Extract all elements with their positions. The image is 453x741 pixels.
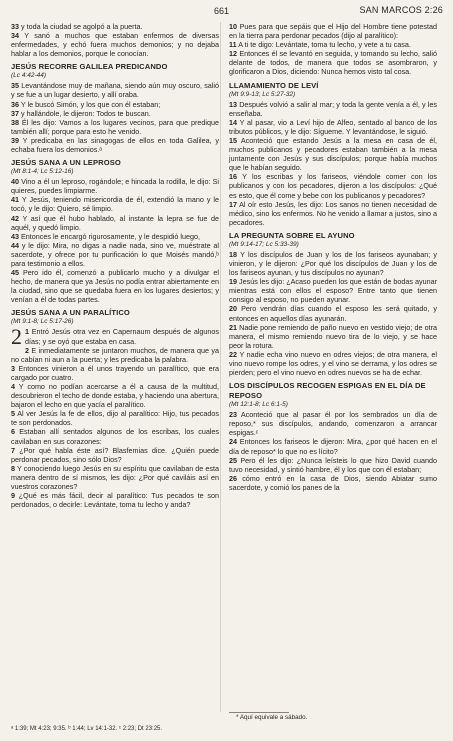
column-divider xyxy=(220,22,221,712)
verse xyxy=(11,81,219,99)
verse-text: E inmediatamente se juntaron muchos, de manera que ya no cabían ni aun a la puerta; y les predicaba la palabra. xyxy=(11,345,220,364)
verse-text: Entonces le encargó rigurosamente, y le despidió luego, xyxy=(21,231,200,241)
verse xyxy=(11,446,219,464)
verse-number: 36 xyxy=(11,99,19,109)
verse-text: Y le buscó Simón, y los que con él estaban; xyxy=(20,99,161,109)
verse-text: Entró Jesús otra vez en Capernaum después de algunos días; y se oyó que estaba en casa. xyxy=(25,327,219,346)
verse-text: Y como no podían acercarse a él a causa de la multitud, descubrieron el techo de donde estaba, y haciendo una abertura, bajaron el lecho en que yacía el paralítico. xyxy=(11,382,219,410)
parallel-reference: (Mt 8:1-4; Lc 5:12-16) xyxy=(11,168,74,176)
verse-number: 21 xyxy=(229,322,237,332)
verse xyxy=(11,177,219,195)
verse-number: 44 xyxy=(11,240,19,250)
verse xyxy=(229,323,437,350)
verse-text: ¿Qué es más fácil, decir al paralítico: Tus pecados te son perdonados, o decirle: Levántate, toma tu lecho y anda? xyxy=(11,491,219,510)
verse xyxy=(11,409,219,427)
verse-text: ¿Por qué habla éste así? Blasfemias dice. ¿Quién puede perdonar pecados, sino sólo Dios? xyxy=(11,445,219,464)
verse-text: Al oír esto Jesús, les dijo: Los sanos no tienen necesidad de médico, sino los enfermos. No he venido a llamar a justos, sino a pecadores. xyxy=(229,199,437,227)
verse-number: 23 xyxy=(229,410,237,420)
verse-text: Aconteció que al pasar él por los sembrados un día de reposo,* sus discípulos, andando, comenzaron a arrancar espigas.ᶜ xyxy=(229,410,437,438)
verse-number: 35 xyxy=(11,81,19,91)
verse-text: Pero ido él, comenzó a publicarlo mucho y a divulgar el hecho, de manera que ya Jesús no podía entrar abiertamente en la ciudad, sino que se quedaba fuera en los lugares desiertos; y venían a él de todas partes. xyxy=(11,268,219,305)
verse-text: Él les dijo: Vamos a los lugares vecinos, para que predique también allí; porque para esto he venido. xyxy=(11,117,220,136)
verse xyxy=(11,324,219,350)
section-heading: LA PREGUNTA SOBRE EL AYUNO xyxy=(229,230,355,240)
verse-number: 11 xyxy=(229,40,237,50)
verse-number: 24 xyxy=(229,437,237,447)
parallel-reference: (Mt 9:14-17; Lc 5:33-39) xyxy=(229,240,299,248)
right-column xyxy=(229,22,437,492)
running-head: SAN MARCOS 2:26 xyxy=(359,5,443,15)
verse-number: 5 xyxy=(11,409,15,419)
verse xyxy=(229,304,437,322)
verse-number: 17 xyxy=(229,199,237,209)
parallel-reference: (Lc 4:42-44) xyxy=(11,72,47,80)
verse-text: Y predicaba en las sinagogas de ellos en toda Galilea, y echaba fuera los demonios.ᵃ xyxy=(11,135,219,155)
verse-text: Y los discípulos de Juan y los de los fariseos ayunaban; y vinieron, y le dijeron: ¿Por qué los discípulos de Juan y los de los fariseos ayunan, y tus discípulos no ayunan? xyxy=(229,249,437,278)
verse-number: 41 xyxy=(11,195,19,205)
verse-number: 45 xyxy=(11,268,19,278)
verse xyxy=(11,427,219,445)
verse-number: 43 xyxy=(11,231,19,241)
parallel-reference: (Mt 9:1-8; Lc 5:17-26) xyxy=(11,318,74,326)
verse-number: 7 xyxy=(11,445,15,455)
section-heading: LLAMAMIENTO DE LEVÍ xyxy=(229,80,319,90)
verse-number: 22 xyxy=(229,349,237,359)
verse-text: A ti te digo: Levántate, toma tu lecho, y vete a tu casa. xyxy=(238,40,411,50)
verse-text: y le dijo: Mira, no digas a nadie nada, sino ve, muéstrate al sacerdote, y ofrece por tu purificación lo que Moisés mandó,ᵇ para testimonio a ellos. xyxy=(11,240,220,268)
verse xyxy=(229,410,437,437)
verse xyxy=(11,464,219,491)
footnote: * Aquí equivale a sábado. xyxy=(236,714,308,721)
verse xyxy=(229,200,437,227)
verse-number: 26 xyxy=(229,473,237,483)
verse-text: Pero él les dijo: ¿Nunca leísteis lo que hizo David cuando tuvo necesidad, y sintió hambre, él y los que con él estaban; xyxy=(229,455,437,474)
verse-number: 2 xyxy=(25,345,29,355)
verse xyxy=(229,118,437,136)
verse-number: 18 xyxy=(229,249,237,259)
verse-number: 34 xyxy=(11,31,19,41)
verse-number: 37 xyxy=(11,108,19,118)
section-heading: JESÚS SANA A UN LEPROSO xyxy=(11,158,121,168)
verse xyxy=(11,118,219,136)
verse xyxy=(11,136,219,154)
verse-number: 20 xyxy=(229,304,237,314)
verse-text: Jesús les dijo: ¿Acaso pueden los que están de bodas ayunar mientras está con ellos el esposo? Entre tanto que tienen consigo al esposo, no pueden ayunar. xyxy=(229,277,437,305)
verse-number: 33 xyxy=(11,22,19,31)
verse xyxy=(11,31,219,58)
verse-number: 42 xyxy=(11,213,19,223)
verse xyxy=(11,491,219,509)
verse-number: 4 xyxy=(11,382,15,391)
verse xyxy=(11,382,219,409)
cross-references: ᵃ 1:39; Mt 4:23; 9:35. ᵇ 1:44; Lv 14:1-32. ᶜ 2:23; Dt 23:25. xyxy=(11,726,163,732)
parallel-reference: (Mt 9:9-13; Lc 5:27-32) xyxy=(229,90,296,98)
verse xyxy=(229,100,437,118)
verse-text: Pues para que sepáis que el Hijo del Hombre tiene potestad en la tierra para perdonar pecados (dijo al paralítico): xyxy=(229,22,437,41)
verse-number: 13 xyxy=(229,99,237,109)
verse-text: Y sanó a muchos que estaban enfermos de diversas enfermedades, y echó fuera muchos demonios; y no dejaba hablar a los demonios, porque le conocían. xyxy=(11,31,219,59)
verse xyxy=(11,22,219,31)
verse-text: Y al pasar, vio a Leví hijo de Alfeo, sentado al banco de los tributos públicos, y le dijo: Sígueme. Y levantándose, le siguió. xyxy=(229,117,438,136)
verse-text: Levantándose muy de mañana, siendo aún muy oscuro, salió y se fue a un lugar desierto, y allí oraba. xyxy=(11,81,219,100)
verse xyxy=(229,136,437,172)
verse xyxy=(11,100,219,109)
verse-text: Nadie pone remiendo de paño nuevo en vestido viejo; de otra manera, el mismo remiendo nuevo tira de lo viejo, y se hace peor la rotura. xyxy=(229,322,438,350)
verse-text: Y así que él hubo hablado, al instante la lepra se fue de aquél, y quedó limpio. xyxy=(11,213,220,232)
verse-text: cómo entró en la casa de Dios, siendo Abiatar sumo sacerdote, y comió los panes de la xyxy=(229,473,437,492)
verse-text: Al ver Jesús la fe de ellos, dijo al paralítico: Hijo, tus pecados te son perdonados. xyxy=(11,409,219,428)
verse-number: 40 xyxy=(11,177,19,187)
verse xyxy=(11,346,219,364)
verse-text: Y nadie echa vino nuevo en odres viejos; de otra manera, el vino nuevo rompe los odres, y el vino se derrama, y los odres se pierden; pero el vino nuevo en odres nuevos se ha de echar. xyxy=(229,349,437,378)
verse xyxy=(11,268,219,304)
verse-text: Entonces vinieron a él unos trayendo un paralítico, que era cargado por cuatro. xyxy=(11,363,219,382)
verse xyxy=(229,350,437,377)
verse xyxy=(229,474,437,492)
section-heading: JESÚS RECORRE GALILEA PREDICANDO xyxy=(11,62,168,72)
verse-number: 9 xyxy=(11,491,15,501)
verse-text: Aconteció que estando Jesús a la mesa en casa de él, muchos publicanos y pecadores estaban también a la mesa juntamente con Jesús y sus discípulos; porque había muchos que le habían seguido. xyxy=(229,135,437,173)
verse xyxy=(229,250,437,277)
verse xyxy=(11,364,219,382)
verse-text: Y Jesús, teniendo misericordia de él, extendió la mano y le tocó, y le dijo: Quiero, sé limpio. xyxy=(11,195,219,214)
verse-text: y toda la ciudad se agolpó a la puerta. xyxy=(21,22,143,31)
verse xyxy=(11,241,219,268)
verse-text: Entonces los fariseos le dijeron: Mira, ¿por qué hacen en el día de reposo* lo que no es lícito? xyxy=(229,437,437,456)
verse-text: Estaban allí sentados algunos de los escribas, los cuales cavilaban en sus corazones: xyxy=(11,427,220,446)
verse xyxy=(229,40,437,49)
parallel-reference: (Mt 12:1-8; Lc 6:1-5) xyxy=(229,401,288,409)
verse-number: 16 xyxy=(229,172,237,182)
verse-number: 10 xyxy=(229,22,237,31)
verse-number: 19 xyxy=(229,277,237,287)
verse-text: y hallándole, le dijeron: Todos te buscan. xyxy=(21,108,151,118)
chapter-number: 2 xyxy=(11,324,22,350)
verse-number: 8 xyxy=(11,463,15,473)
verse xyxy=(229,277,437,304)
footnote-rule xyxy=(229,712,289,713)
verse-text: Entonces él se levantó en seguida, y tomando su lecho, salió delante de todos, de manera que todos se asombraron, y glorificaron a Dios, diciendo: Nunca hemos visto tal cosa. xyxy=(229,49,437,77)
verse-number: 1 xyxy=(25,327,29,337)
verse-number: 39 xyxy=(11,135,19,145)
section-heading: LOS DISCÍPULOS RECOGEN ESPIGAS EN EL DÍA DE REPOSO xyxy=(229,381,426,401)
verse-number: 25 xyxy=(229,455,237,465)
verse-number: 14 xyxy=(229,117,237,127)
verse-number: 12 xyxy=(229,49,237,59)
verse-number: 6 xyxy=(11,427,15,437)
page-header xyxy=(0,0,453,20)
verse xyxy=(11,195,219,213)
verse xyxy=(229,437,437,455)
verse xyxy=(229,22,437,40)
verse-text: Pero vendrán días cuando el esposo les será quitado, y entonces en aquellos días ayunarán. xyxy=(229,304,437,323)
left-column xyxy=(11,22,219,509)
verse xyxy=(229,172,437,199)
verse xyxy=(11,109,219,118)
verse-number: 38 xyxy=(11,117,19,127)
verse-text: Después volvió a salir al mar; y toda la gente venía a él, y les enseñaba. xyxy=(229,99,437,118)
verse-text: Y conociendo luego Jesús en su espíritu que cavilaban de esta manera dentro de sí mismos, les dijo: ¿Por qué caviláis así en vuestros corazones? xyxy=(11,463,219,492)
verse xyxy=(11,214,219,232)
verse-number: 3 xyxy=(11,363,15,373)
verse xyxy=(11,232,219,241)
verse xyxy=(229,49,437,76)
section-heading: JESÚS SANA A UN PARALÍTICO xyxy=(11,308,130,318)
verse-text: Y los escribas y los fariseos, viéndole comer con los publicanos y con los pecadores, dijeron a los discípulos: ¿Qué es esto, que él come y bebe con los publicanos y pecadores? xyxy=(229,172,437,200)
verse-text: Vino a él un leproso, rogándole; e hincada la rodilla, le dijo: Si quieres, puedes limpiarme. xyxy=(11,177,219,196)
page-number: 661 xyxy=(214,6,230,16)
verse-number: 15 xyxy=(229,135,237,145)
verse xyxy=(229,456,437,474)
